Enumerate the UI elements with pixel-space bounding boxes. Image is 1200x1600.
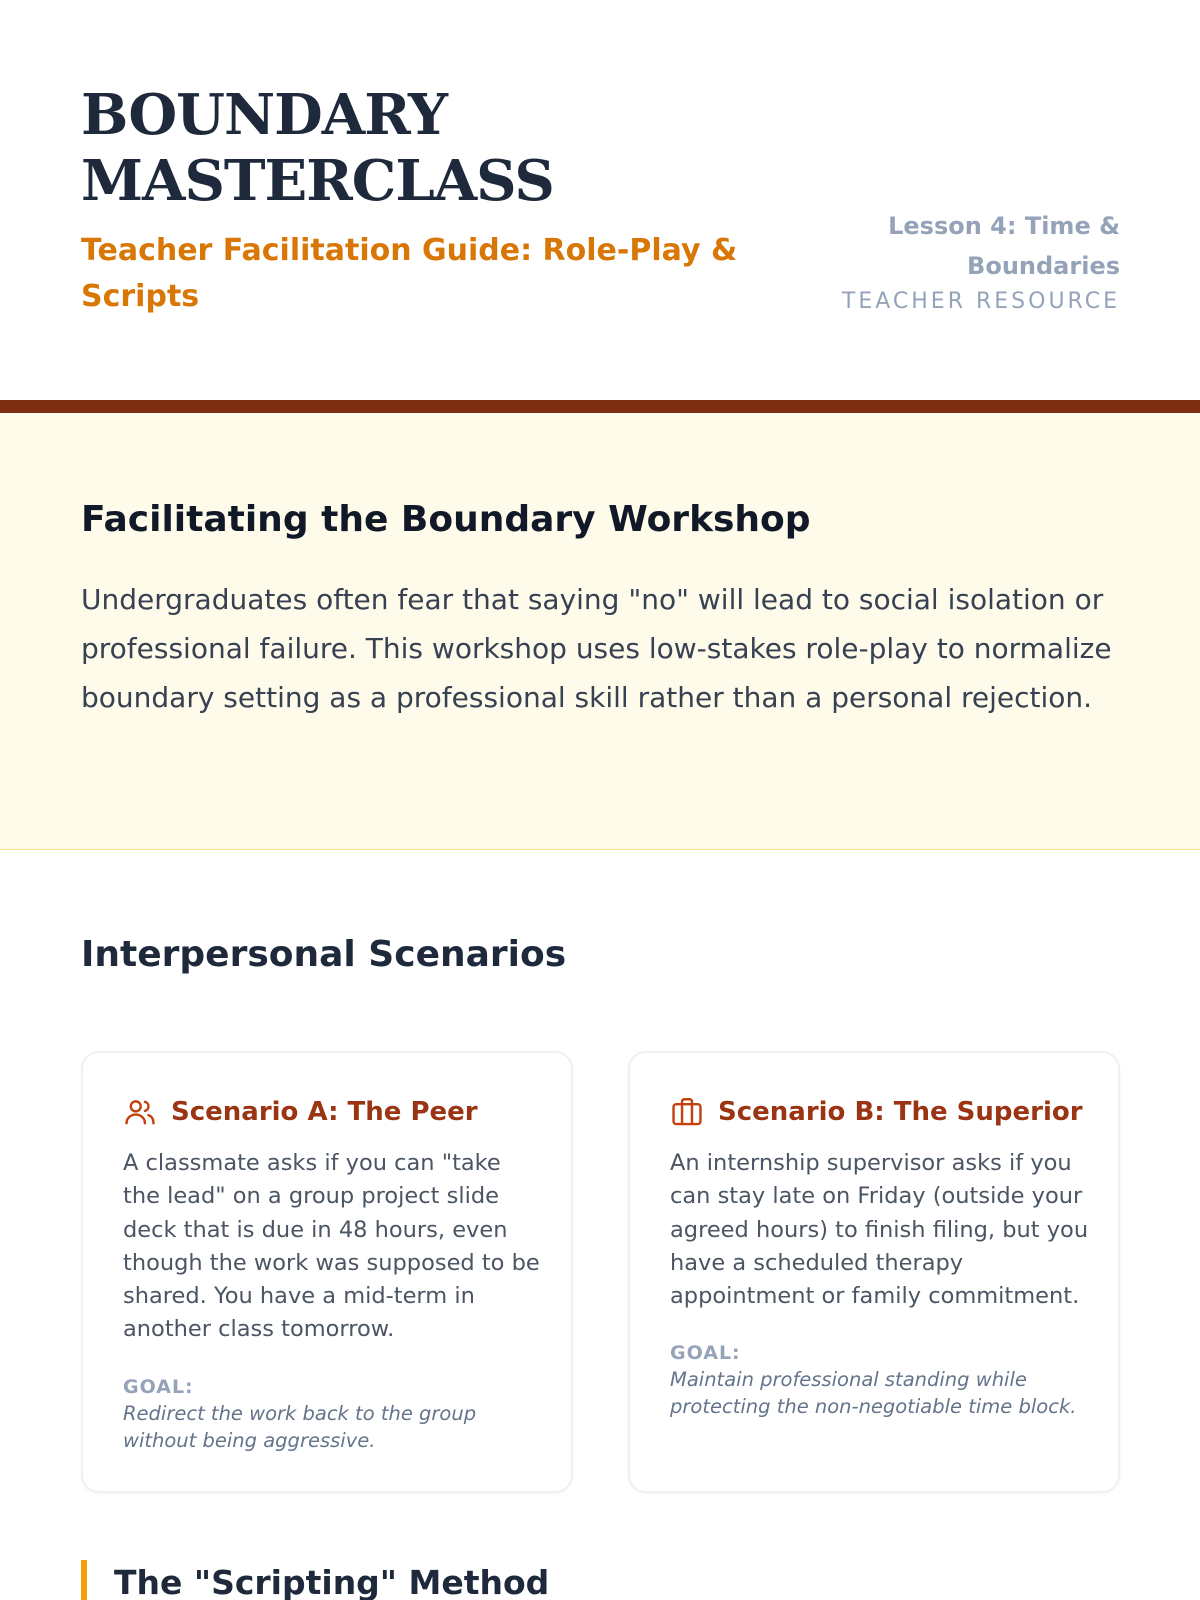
page-header (0, 0, 1200, 400)
scripting-heading: The "Scripting" Method (114, 1563, 550, 1600)
intro-section (0, 413, 1200, 850)
scripting-accent-bar (81, 1560, 87, 1600)
card-body: A classmate asks if you can "take the lead" on a group project slide deck that is due in 48 hours, even though the work was supposed to be shared. You have a mid-term in another class tomorrow. (123, 1150, 540, 1343)
goal-label: GOAL: (670, 1342, 741, 1364)
header-divider (0, 400, 1200, 413)
resource-tag: TEACHER RESOURCE (841, 289, 1120, 314)
intro-heading: Facilitating the Boundary Workshop (81, 499, 811, 540)
goal-text: Maintain professional standing while protecting the non-negotiable time block. (670, 1368, 1077, 1418)
card-goal (123, 1373, 543, 1454)
lesson-title: Lesson 4: Time & Boundaries (888, 212, 1120, 280)
scenario-card-peer (81, 1051, 573, 1493)
card-header (670, 1095, 1083, 1129)
scenario-card-superior (628, 1051, 1120, 1493)
card-header (123, 1095, 478, 1129)
card-goal (670, 1339, 1090, 1420)
users-icon (123, 1095, 157, 1129)
goal-text: Redirect the work back to the group without being aggressive. (123, 1402, 477, 1452)
card-body: An internship supervisor asks if you can stay late on Friday (outside your agreed hours) to finish filing, but you have a scheduled therapy appointment or family commitment. (670, 1150, 1089, 1310)
page-title: BOUNDARY MASTERCLASS (81, 82, 554, 214)
briefcase-icon (670, 1095, 704, 1129)
card-title: Scenario B: The Superior (718, 1097, 1083, 1127)
goal-label: GOAL: (123, 1376, 194, 1398)
card-title: Scenario A: The Peer (171, 1097, 478, 1127)
intro-body: Undergraduates often fear that saying "no" will lead to social isolation or professional failure. This workshop uses low-stakes role-play to normalize boundary setting as a professional skill rather than a personal rejection. (81, 583, 1112, 714)
lesson-info (760, 206, 1120, 318)
scenarios-heading: Interpersonal Scenarios (81, 934, 567, 975)
page-subtitle: Teacher Facilitation Guide: Role-Play & Scripts (81, 233, 738, 314)
